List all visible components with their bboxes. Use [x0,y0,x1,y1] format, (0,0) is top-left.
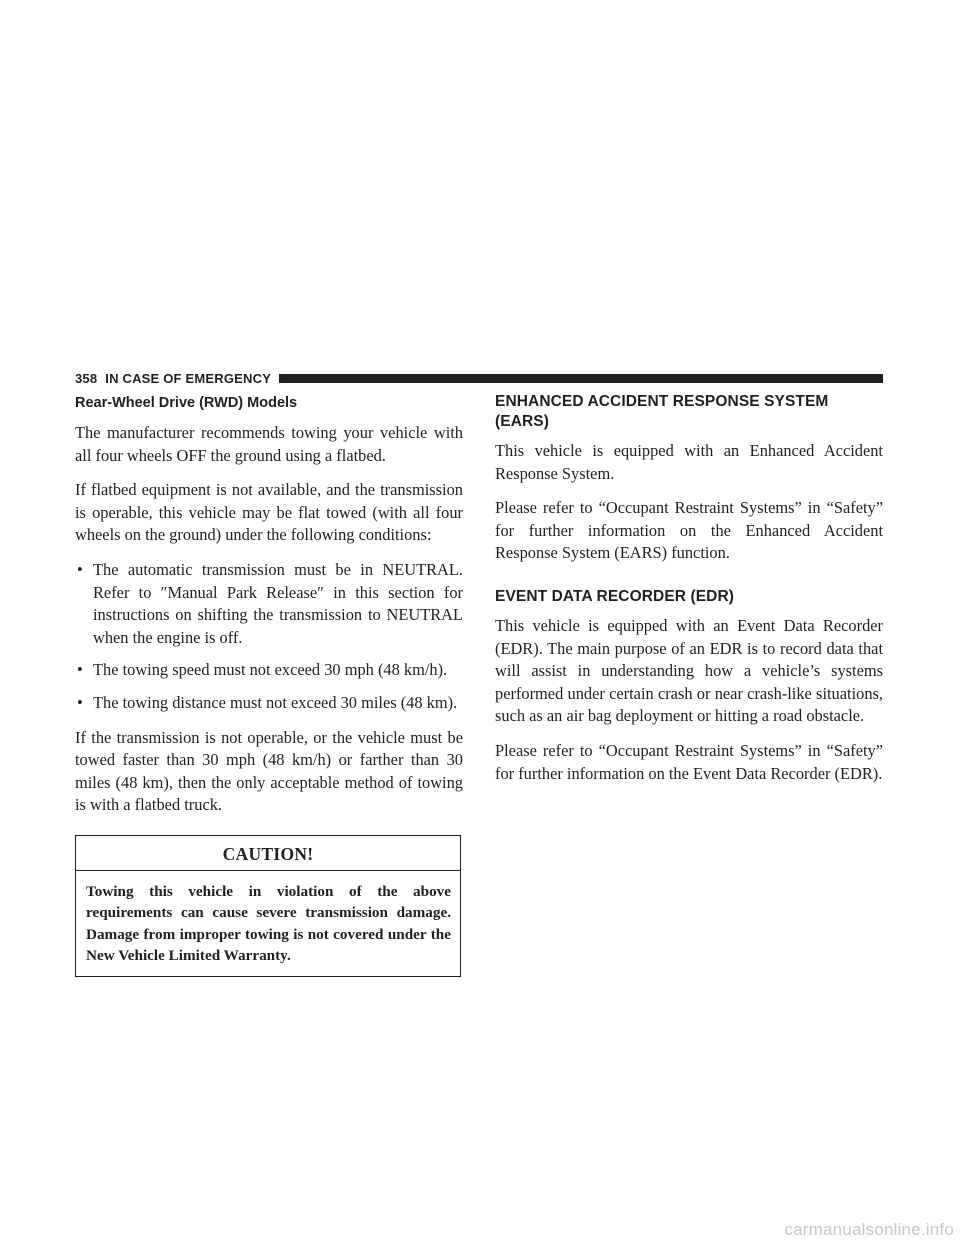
caution-text: Towing this vehicle in violation of the above requirements can cause severe transmission damage. Damage from improper towing is not covered under the New Vehicle Limited Warranty. [86,882,451,965]
list-item-text: The automatic transmission must be in NEUTRAL. Refer to ″Manual Park Release″ in this section for instructions on shifting the transmission to NEUTRAL when the engine is off. [93,559,463,647]
edr-paragraph-2: Please refer to “Occupant Restraint Systems” in “Safety” for further information on the Event Data Recorder (EDR). [495,740,883,783]
caution-title: CAUTION! [76,836,460,871]
list-item [75,559,463,649]
page-number: 358 [75,370,98,386]
page-header [75,370,883,386]
ears-heading: ENHANCED ACCIDENT RESPONSE SYSTEM (EARS) [495,393,829,430]
right-column [495,392,883,797]
list-item [75,659,463,682]
caution-box [75,835,461,977]
edr-heading: EVENT DATA RECORDER (EDR) [495,587,735,605]
towing-conditions-list [75,559,463,715]
rwd-paragraph-3: If the transmission is not operable, or the vehicle must be towed faster than 30 mph (48 km/h) or farther than 30 miles (48 km), then the only acceptable method of towing is with a flatbed truck. [75,727,463,815]
left-column [75,392,463,977]
list-item-text: The towing speed must not exceed 30 mph (48 km/h). [93,660,448,680]
ears-paragraph-1: This vehicle is equipped with an Enhanced Accident Response System. [495,441,883,483]
bullet-icon: • [77,559,83,579]
list-item [75,692,463,715]
section-title: IN CASE OF EMERGENCY [105,370,272,386]
bullet-icon: • [77,660,83,680]
edr-paragraph-1: This vehicle is equipped with an Event Data Recorder (EDR). The main purpose of an EDR is to record data that will assist in understanding how a vehicle’s systems performed under certain crash or near crash-like situations, such as an air bag deployment or hitting a road obstacle. [495,615,883,726]
list-item-text: The towing distance must not exceed 30 miles (48 km). [93,692,458,712]
watermark: carmanualsonline.info [784,1220,954,1239]
ears-paragraph-2: Please refer to “Occupant Restraint Systems” in “Safety” for further information on the Enhanced Accident Response System (EARS) function. [495,498,883,563]
rwd-paragraph-1: The manufacturer recommends towing your vehicle with all four wheels OFF the ground using a flatbed. [75,423,463,465]
rwd-paragraph-2: If flatbed equipment is not available, and the transmission is operable, this vehicle may be flat towed (with all four wheels on the ground) under the following conditions: [75,480,463,545]
header-rule [279,374,883,383]
bullet-icon: • [77,692,83,712]
rwd-heading: Rear-Wheel Drive (RWD) Models [75,395,298,411]
